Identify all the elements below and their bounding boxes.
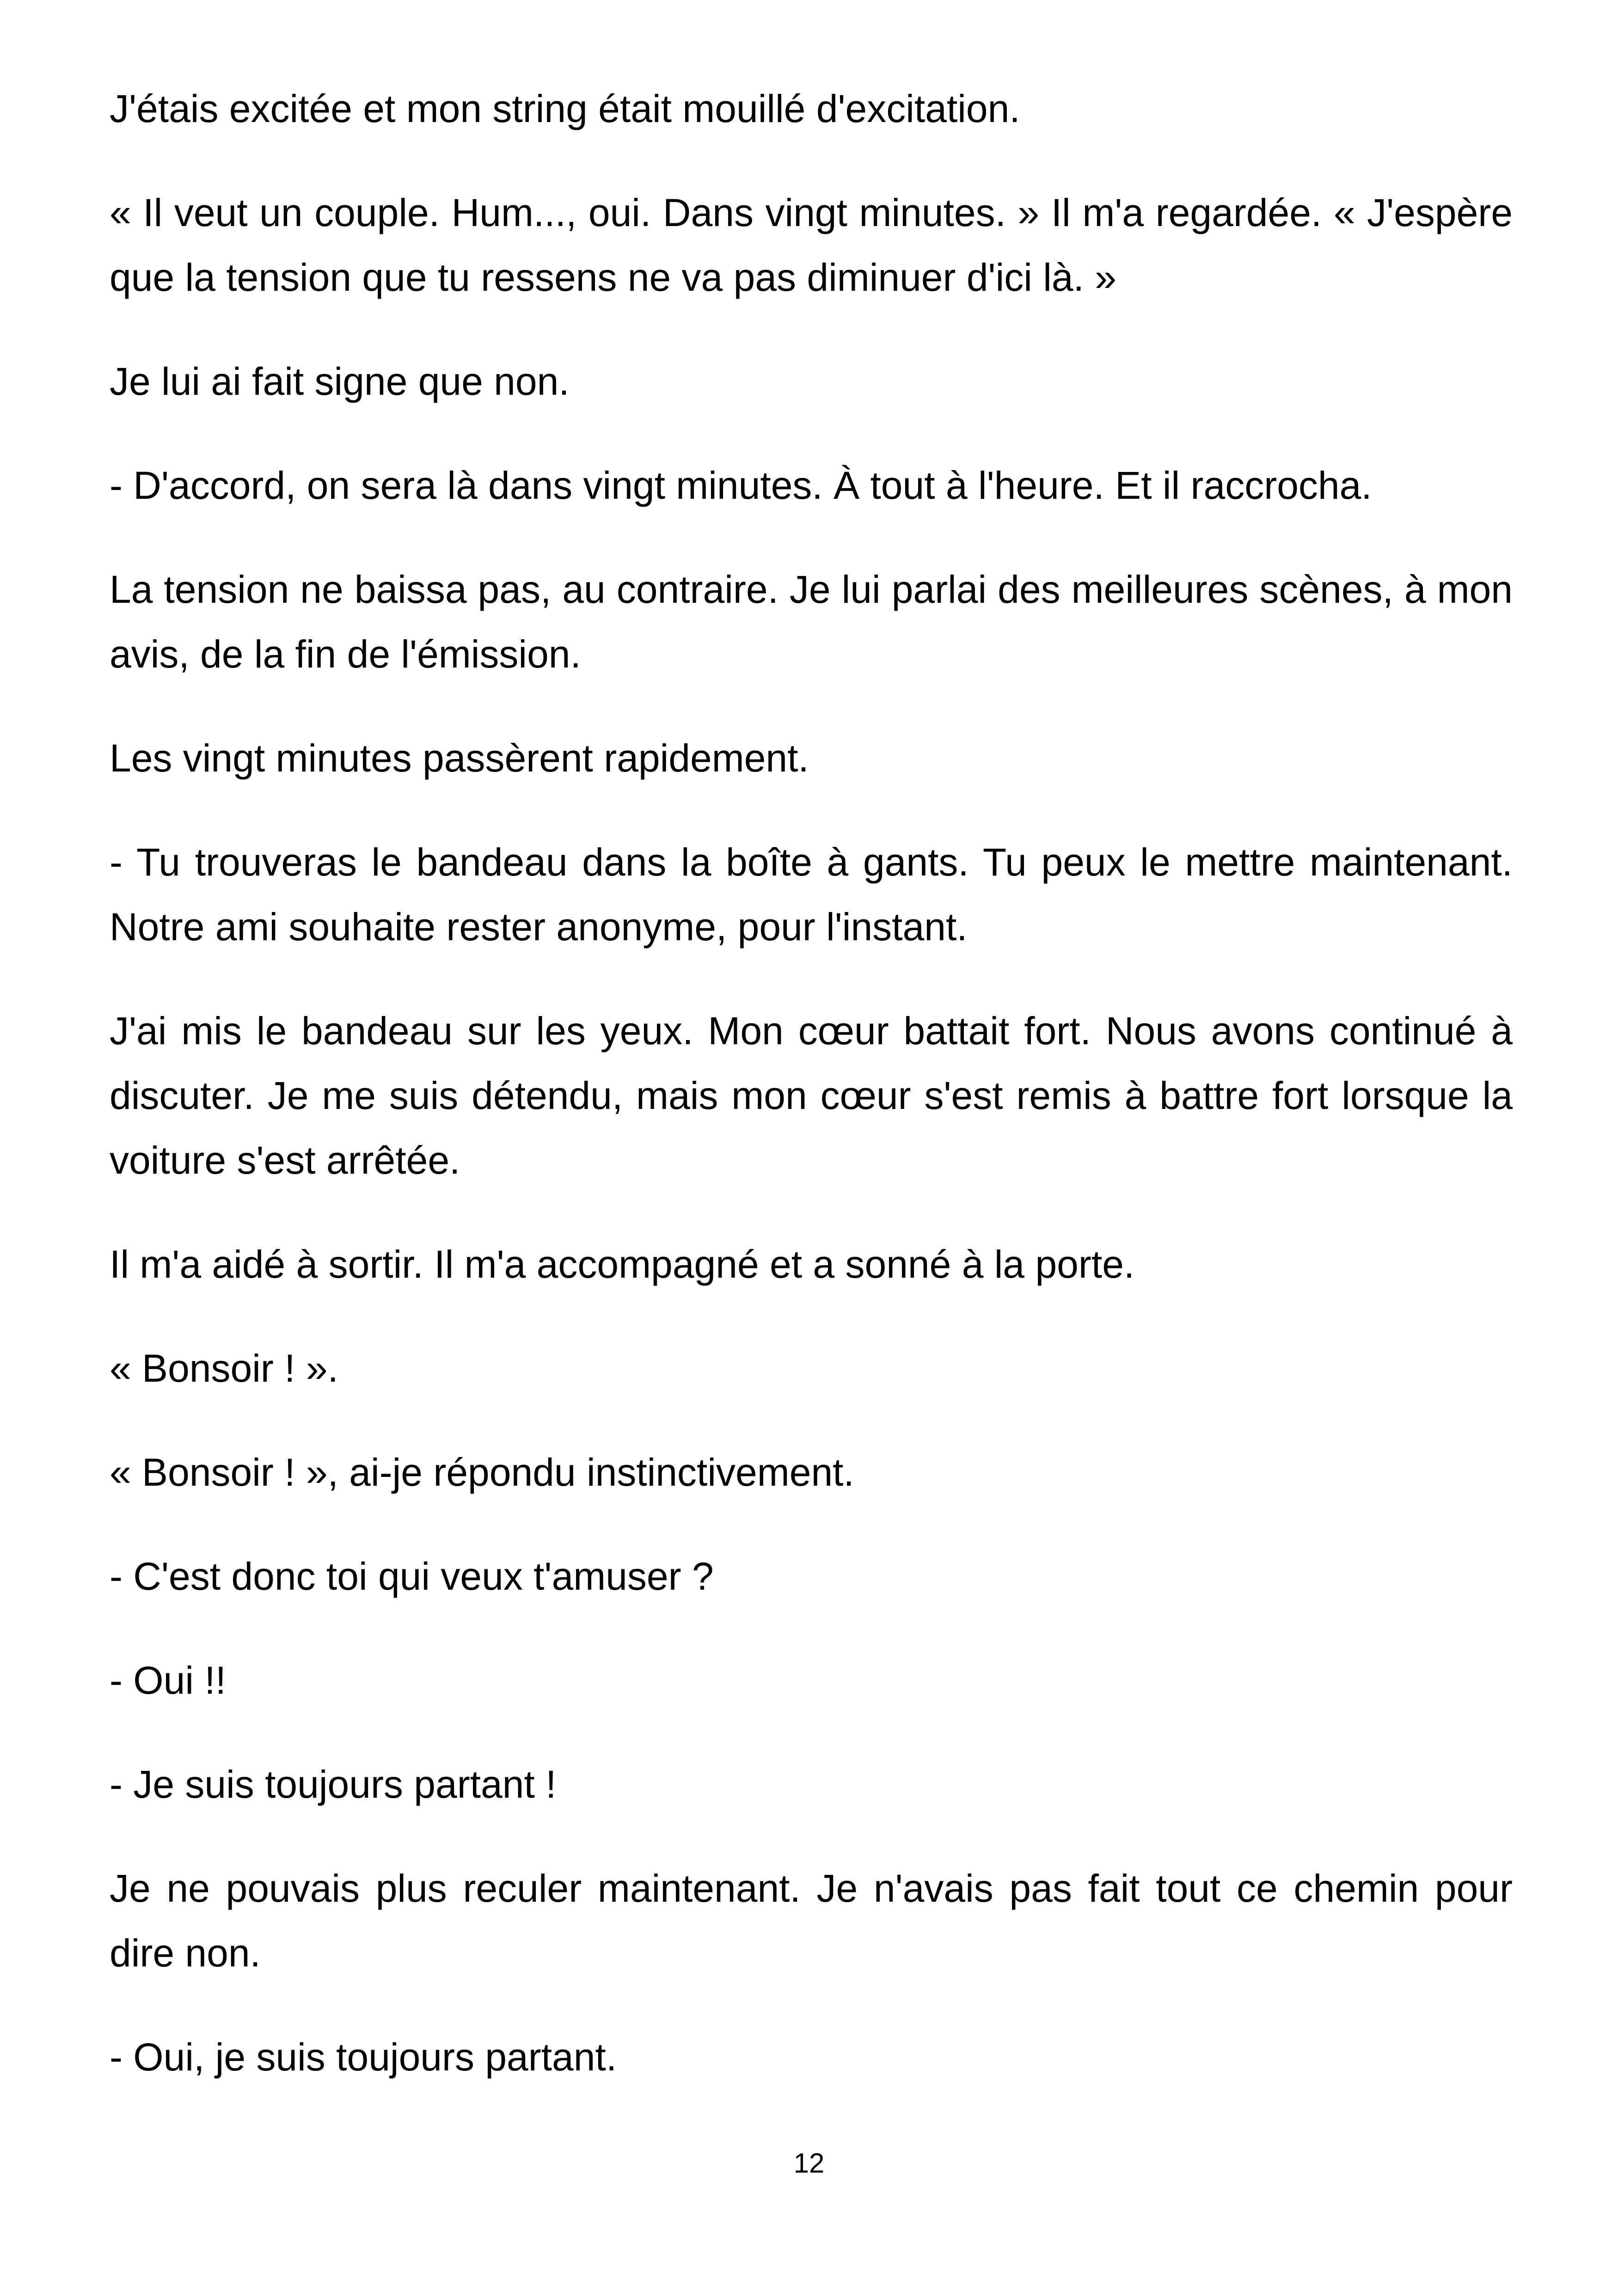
paragraph: - C'est donc toi qui veux t'amuser ? bbox=[110, 1555, 714, 1598]
paragraph: - Oui, je suis toujours partant. bbox=[110, 2035, 617, 2079]
paragraph: Les vingt minutes passèrent rapidement. bbox=[110, 736, 809, 780]
paragraph: - Tu trouveras le bandeau dans la boîte à gants. Tu peux le mettre maintenant. Notre ami souhaite rester anonyme, pour l'instant. bbox=[110, 840, 1513, 949]
paragraph: - Oui !! bbox=[110, 1659, 227, 1702]
paragraph: « Il veut un couple. Hum..., oui. Dans vingt minutes. » Il m'a regardée. « J'espère que la tension que tu ressens ne va pas diminuer d'ici là. » bbox=[110, 191, 1513, 299]
paragraph: La tension ne baissa pas, au contraire. Je lui parlai des meilleures scènes, à mon avis, de la fin de l'émission. bbox=[110, 568, 1513, 676]
paragraph: - Je suis toujours partant ! bbox=[110, 1763, 557, 1806]
text-body bbox=[110, 76, 1513, 2129]
paragraph: - D'accord, on sera là dans vingt minutes. À tout à l'heure. Et il raccrocha. bbox=[110, 464, 1372, 507]
page-number: 12 bbox=[793, 2148, 825, 2179]
paragraph: Il m'a aidé à sortir. Il m'a accompagné et a sonné à la porte. bbox=[110, 1243, 1135, 1286]
paragraph: « Bonsoir ! ». bbox=[110, 1347, 338, 1390]
paragraph: Je ne pouvais plus reculer maintenant. Je n'avais pas fait tout ce chemin pour dire non. bbox=[110, 1867, 1513, 1975]
paragraph: « Bonsoir ! », ai-je répondu instinctivement. bbox=[110, 1451, 854, 1494]
paragraph: J'étais excitée et mon string était mouillé d'excitation. bbox=[110, 87, 1020, 130]
paragraph: Je lui ai fait signe que non. bbox=[110, 360, 570, 403]
paragraph: J'ai mis le bandeau sur les yeux. Mon cœur battait fort. Nous avons continué à discuter. Je me suis détendu, mais mon cœur s'est remis à battre fort lorsque la voiture s'est arrêtée. bbox=[110, 1009, 1513, 1182]
